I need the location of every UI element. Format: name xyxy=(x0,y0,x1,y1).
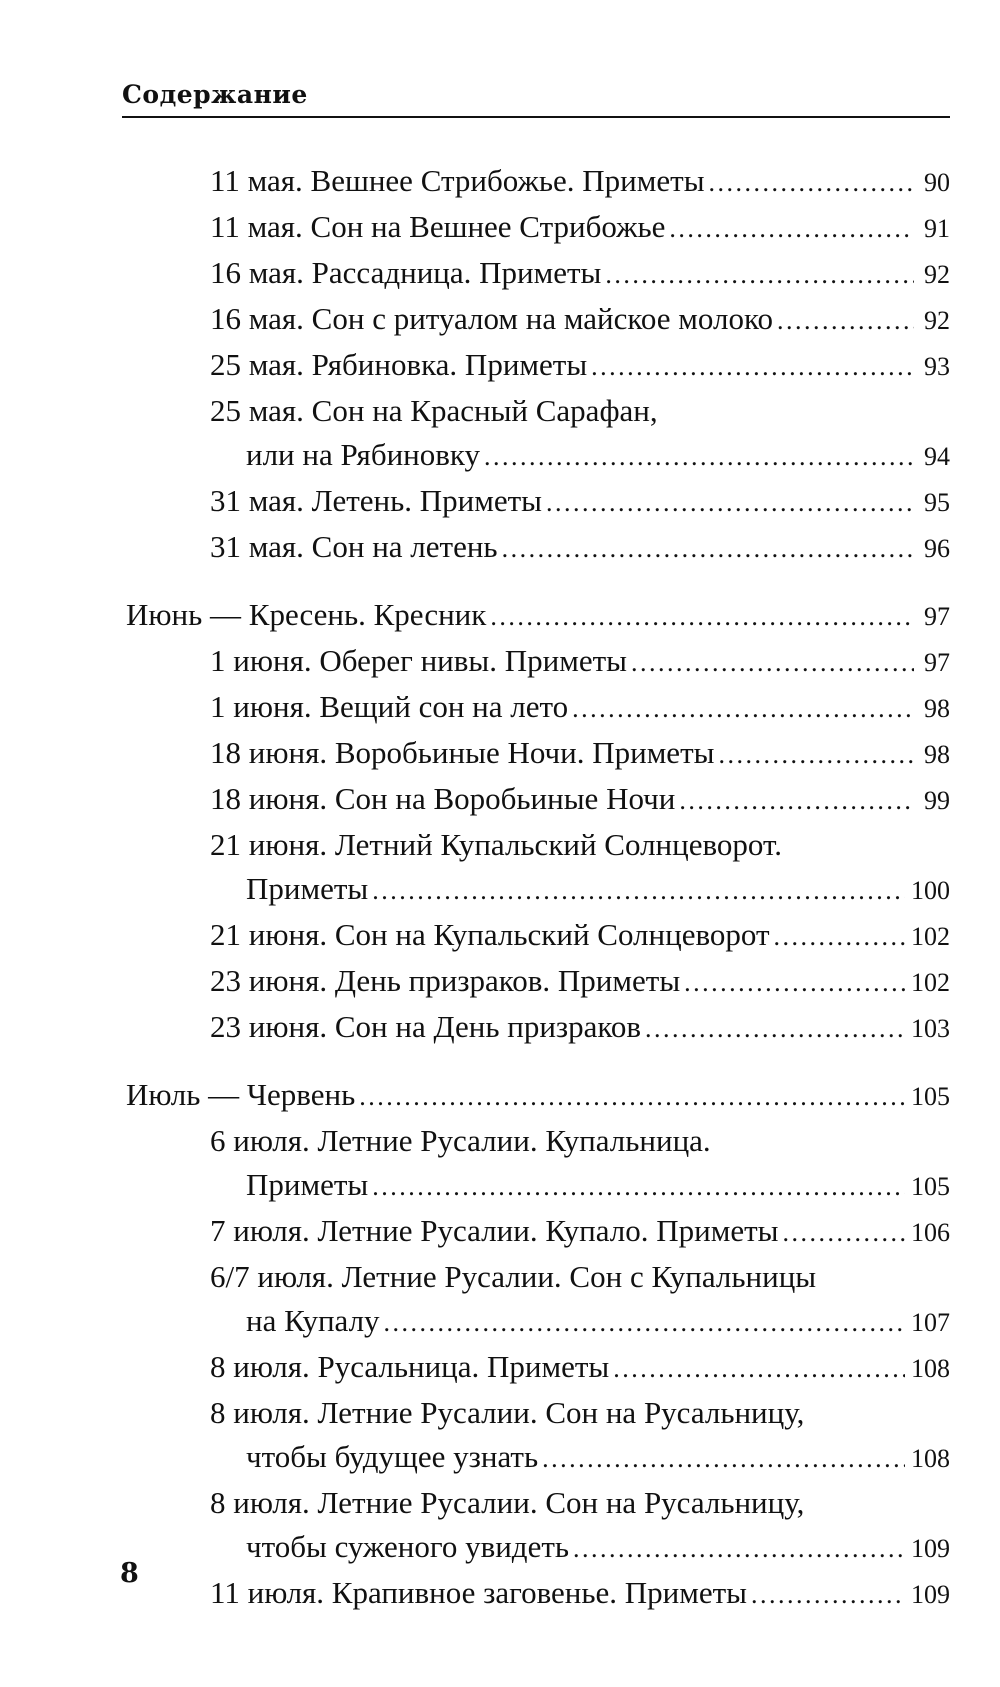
toc-entry-title-line: 8 июля. Летние Русалии. Сон на Русальницу, xyxy=(210,1485,805,1520)
toc-entry[interactable] xyxy=(126,731,950,777)
toc-page-number: 109 xyxy=(911,1580,950,1609)
dot-leader xyxy=(783,1211,906,1255)
dot-leader xyxy=(490,595,914,639)
toc-entry[interactable] xyxy=(126,479,950,525)
toc-page-number: 105 xyxy=(911,1172,950,1201)
toc-entry[interactable] xyxy=(126,525,950,571)
toc-page-number: 106 xyxy=(911,1218,950,1247)
toc-entry-title-line: 8 июля. Летние Русалии. Сон на Русальницу, xyxy=(210,1395,805,1430)
toc-page-number: 108 xyxy=(911,1354,950,1383)
toc-entry-title-line: 16 мая. Сон с ритуалом на майское молоко xyxy=(210,301,773,336)
toc-page-number: 95 xyxy=(924,488,950,517)
toc-page-number: 108 xyxy=(911,1444,950,1473)
toc-entry-title-line: 8 июля. Русальница. Приметы xyxy=(210,1349,610,1384)
toc-entry-title-line: 25 мая. Сон на Красный Сарафан, xyxy=(210,393,658,428)
toc-entry-title-line: 18 июня. Сон на Воробьиные Ночи xyxy=(210,781,676,816)
toc-page-number: 97 xyxy=(924,648,950,677)
toc-entry-leader-row xyxy=(210,433,950,479)
dot-leader xyxy=(546,481,914,525)
dot-leader xyxy=(542,1437,905,1481)
toc-page-number: 109 xyxy=(911,1534,950,1563)
toc-entry-leader-row xyxy=(210,1571,950,1617)
toc-page-number: 102 xyxy=(911,968,950,997)
toc-entry-title-line: Июнь — Кресень. Кресник xyxy=(126,597,487,632)
toc-entry-title-line: 23 июня. Сон на День призраков xyxy=(210,1009,642,1044)
page-number: 8 xyxy=(120,1558,139,1589)
toc-entry-title-line: или на Рябиновку xyxy=(246,437,481,472)
toc-entry[interactable] xyxy=(126,1571,950,1617)
header-title: Содержание xyxy=(122,80,308,109)
toc-entry-leader-row xyxy=(210,867,950,913)
running-header xyxy=(122,78,950,118)
toc-entry-title-line: 6/7 июля. Летние Русалии. Сон с Купальницы xyxy=(210,1259,817,1294)
toc-entry-leader-row xyxy=(210,479,950,525)
toc-section-entry[interactable] xyxy=(126,1073,950,1119)
toc-entry-title-line: Июль — Червень xyxy=(126,1077,356,1112)
toc-entry-leader-row xyxy=(210,1345,950,1391)
toc-page-number: 99 xyxy=(924,786,950,815)
toc-entry-leader-row xyxy=(210,1435,950,1481)
toc-entry-leader-row xyxy=(210,1525,950,1571)
toc-entry-title-line: на Купалу xyxy=(246,1303,380,1338)
toc-entry-leader-row xyxy=(210,159,950,205)
toc-entry-title-line: чтобы суженого увидеть xyxy=(246,1529,570,1564)
dot-leader xyxy=(751,1573,905,1617)
dot-leader xyxy=(372,869,905,913)
toc-entry[interactable] xyxy=(126,1481,950,1571)
toc-entry-title-line: 7 июля. Летние Русалии. Купало. Приметы xyxy=(210,1213,779,1248)
toc-entry-leader-row xyxy=(210,297,950,343)
toc-entry-leader-row xyxy=(210,1209,950,1255)
toc-entry-title-line: Приметы xyxy=(246,1167,369,1202)
toc-page-number: 96 xyxy=(924,534,950,563)
toc-page-number: 90 xyxy=(924,168,950,197)
toc-entry-leader-row xyxy=(210,1005,950,1051)
toc-entry-title-line: 1 июня. Вещий сон на лето xyxy=(210,689,569,724)
dot-leader xyxy=(572,687,914,731)
table-of-contents xyxy=(126,159,950,1617)
dot-leader xyxy=(502,527,914,571)
toc-entry-leader-row xyxy=(210,205,950,251)
dot-leader xyxy=(484,435,914,479)
toc-entry[interactable] xyxy=(126,251,950,297)
toc-page-number: 98 xyxy=(924,740,950,769)
toc-entry[interactable] xyxy=(126,205,950,251)
toc-entry-leader-row xyxy=(210,525,950,571)
toc-entry[interactable] xyxy=(126,159,950,205)
toc-entry[interactable] xyxy=(126,913,950,959)
section-gap xyxy=(126,1051,950,1073)
toc-page-number: 92 xyxy=(924,306,950,335)
dot-leader xyxy=(573,1527,905,1571)
dot-leader xyxy=(684,961,905,1005)
toc-entry[interactable] xyxy=(126,1005,950,1051)
dot-leader xyxy=(679,779,914,823)
toc-entry-title-line: 23 июня. День призраков. Приметы xyxy=(210,963,681,998)
dot-leader xyxy=(709,161,914,205)
toc-entry[interactable] xyxy=(126,685,950,731)
dot-leader xyxy=(669,207,914,251)
toc-entry-title-line: чтобы будущее узнать xyxy=(246,1439,539,1474)
toc-page-number: 107 xyxy=(911,1308,950,1337)
toc-entry-title-line: 1 июня. Оберег нивы. Приметы xyxy=(210,643,627,678)
toc-entry[interactable] xyxy=(126,1209,950,1255)
toc-entry-leader-row xyxy=(210,913,950,959)
toc-entry-title-line: 21 июня. Летний Купальский Солнцеворот. xyxy=(210,827,782,862)
header-rule xyxy=(122,116,950,118)
toc-entry-leader-row xyxy=(210,1163,950,1209)
toc-entry-title-line: 11 мая. Вешнее Стрибожье. Приметы xyxy=(210,163,705,198)
toc-entry-title-line: 31 мая. Сон на летень xyxy=(210,529,498,564)
toc-entry-title-line: Приметы xyxy=(246,871,369,906)
toc-entry[interactable] xyxy=(126,1119,950,1209)
toc-entry-leader-row xyxy=(210,959,950,1005)
toc-entry-leader-row xyxy=(210,343,950,389)
toc-section-entry[interactable] xyxy=(126,593,950,639)
toc-entry-title-line: 21 июня. Сон на Купальский Солнцеворот xyxy=(210,917,770,952)
toc-entry-leader-row xyxy=(210,777,950,823)
dot-leader xyxy=(718,733,914,777)
dot-leader xyxy=(613,1347,905,1391)
toc-entry[interactable] xyxy=(126,1391,950,1481)
toc-entry-title-line: 11 мая. Сон на Вешнее Стрибожье xyxy=(210,209,666,244)
toc-page-number: 91 xyxy=(924,214,950,243)
toc-entry-leader-row xyxy=(210,639,950,685)
toc-entry[interactable] xyxy=(126,823,950,913)
dot-leader xyxy=(774,915,905,959)
toc-entry[interactable] xyxy=(126,389,950,479)
toc-page-number: 103 xyxy=(911,1014,950,1043)
toc-page-number: 100 xyxy=(911,876,950,905)
toc-entry[interactable] xyxy=(126,297,950,343)
toc-entry-leader-row xyxy=(126,1073,950,1119)
toc-entry-title-line: 25 мая. Рябиновка. Приметы xyxy=(210,347,588,382)
dot-leader xyxy=(591,345,914,389)
dot-leader xyxy=(359,1075,905,1119)
toc-page-number: 92 xyxy=(924,260,950,289)
dot-leader xyxy=(372,1165,905,1209)
dot-leader xyxy=(777,299,914,343)
toc-entry-title-line: 18 июня. Воробьиные Ночи. Приметы xyxy=(210,735,715,770)
toc-page-number: 102 xyxy=(911,922,950,951)
toc-entry-leader-row xyxy=(210,1299,950,1345)
toc-page-number: 105 xyxy=(911,1082,950,1111)
toc-page-number: 98 xyxy=(924,694,950,723)
dot-leader xyxy=(645,1007,905,1051)
toc-entry-leader-row xyxy=(210,251,950,297)
section-gap xyxy=(126,571,950,593)
dot-leader xyxy=(631,641,914,685)
toc-entry-leader-row xyxy=(126,593,950,639)
toc-page-number: 94 xyxy=(924,442,950,471)
toc-entry-title-line: 11 июля. Крапивное заговенье. Приметы xyxy=(210,1575,748,1610)
toc-entry[interactable] xyxy=(126,343,950,389)
dot-leader xyxy=(605,253,914,297)
toc-entry[interactable] xyxy=(126,959,950,1005)
toc-entry-title-line: 16 мая. Рассадница. Приметы xyxy=(210,255,602,290)
toc-entry[interactable] xyxy=(126,777,950,823)
toc-page-number: 93 xyxy=(924,352,950,381)
toc-entry-title-line: 31 мая. Летень. Приметы xyxy=(210,483,543,518)
toc-entry[interactable] xyxy=(126,1255,950,1345)
toc-entry[interactable] xyxy=(126,639,950,685)
dot-leader xyxy=(384,1301,905,1345)
toc-page-number: 97 xyxy=(924,602,950,631)
toc-entry-title-line: 6 июля. Летние Русалии. Купальница. xyxy=(210,1123,711,1158)
toc-entry-leader-row xyxy=(210,685,950,731)
toc-entry[interactable] xyxy=(126,1345,950,1391)
toc-entry-leader-row xyxy=(210,731,950,777)
